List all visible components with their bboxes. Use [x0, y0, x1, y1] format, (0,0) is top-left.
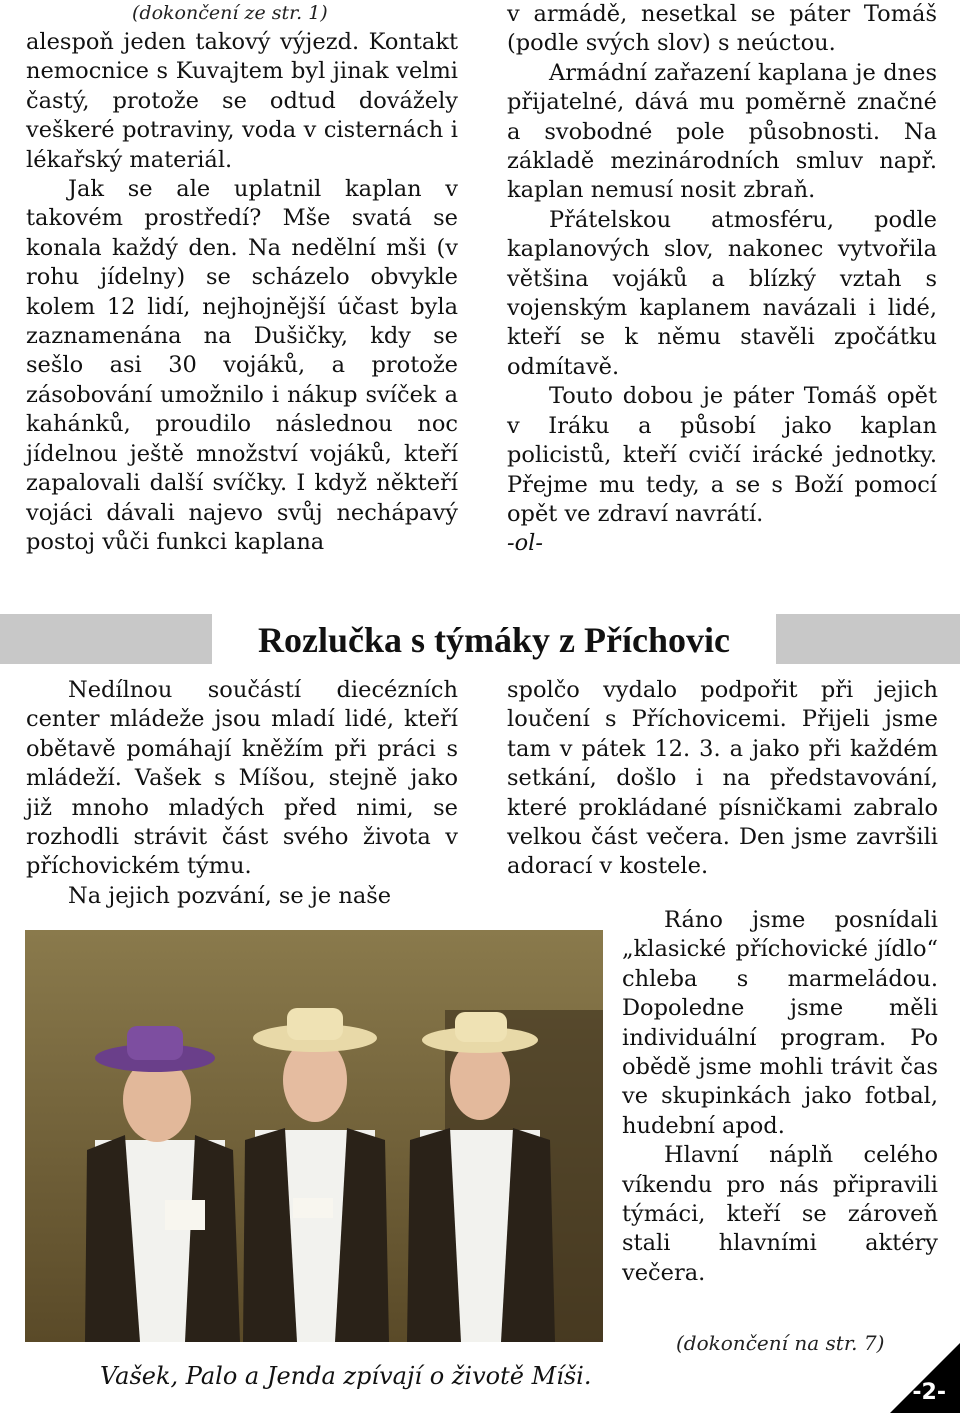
article2-column-right	[507, 676, 938, 882]
paragraph: Hlavní náplň celého víkendu pro nás připravili týmáci, kteří se zároveň stali hlavními aktéry večera.	[622, 1142, 938, 1286]
article-column-right	[507, 0, 937, 559]
article2-column-left	[26, 676, 458, 911]
paragraph: alespoň jeden takový výjezd. Kontakt nemocnice s Kuvajtem byl jinak velmi častý, protože se odtud dovážely veškeré potraviny, voda v cisternách i lékařský materiál.	[26, 29, 458, 173]
paragraph: Jak se ale uplatnil kaplan v takovém prostředí? Mše svatá se konala každý den. Na nedělní mši (v rohu jídelny) se scházelo obvykle kolem 12 lidí, nejhojnější účast byla zaznamenána na Dušičky, kdy se sešlo asi 30 vojáků, a protože zásobování umožnilo i nákup svíček a kahánků, proudilo následnou noc jídelnou ještě množství vojáků, kteří zapalovali další svíčky. I když někteří vojáci dávali najevo svůj nechápavý postoj vůči funkci kaplana	[26, 176, 458, 555]
paragraph: Touto dobou je páter Tomáš opět v Iráku a působí jako kaplan policistů, kteří cvičí irácké jednotky. Přejme mu tedy, a se s Boží pomocí opět ve zdraví navrátí.	[507, 383, 937, 527]
headline-band-right	[776, 614, 960, 664]
page-number-corner	[890, 1343, 960, 1413]
paragraph: Ráno jsme posnídali „klasické příchovické jídlo“ chleba s marmeládou. Dopoledne jsme měli individuální program. Po obědě jsme mohli trávit čas ve skupinkách jako fotbal, hudební apod.	[622, 907, 938, 1139]
headline-band-left	[0, 614, 212, 664]
photo-three-singers	[25, 930, 603, 1342]
photo-caption: Vašek, Palo a Jenda zpívají o životě Míši.	[100, 1362, 592, 1390]
page-number: -2-	[912, 1380, 946, 1405]
author-signature: -ol-	[507, 530, 543, 557]
paragraph: Nedílnou součástí diecézních center mládeže jsou mladí lidé, kteří obětavě pomáhají kněžím při práci s mládeží. Vašek s Míšou, stejně jako již mnoho mladých před nimi, se rozhodli strávit část svého života v příchovickém týmu.	[26, 677, 458, 880]
paragraph: Armádní zařazení kaplana je dnes přijatelné, dává mu poměrně značné a svobodné pole působnosti. Na základě mezinárodních smluv např. kaplan nemusí nosit zbraň.	[507, 59, 937, 204]
article-column-left	[26, 0, 458, 557]
paragraph: v armádě, nesetkal se páter Tomáš (podle svých slov) s neúctou.	[507, 1, 937, 57]
paragraph: Na jejich pozvání, se je naše	[68, 882, 392, 909]
continued-to-note: (dokončení na str. 7)	[676, 1331, 885, 1355]
article2-column-right-narrow	[622, 906, 938, 1288]
article-headline: Rozlučka s týmáky z Příchovic	[258, 620, 730, 660]
continued-from-note: (dokončení ze str. 1)	[132, 2, 328, 24]
paragraph: spolčo vydalo podpořit při jejich loučení s Příchovicemi. Přijeli jsme tam v pátek 12. 3. a jako při každém setkání, došlo i na představování, které prokládané písničkami zabralo velkou část večera. Den jsme završili adorací v kostele.	[507, 677, 938, 880]
paragraph: Přátelskou atmosféru, podle kaplanových slov, nakonec vytvořila většina vojáků a blízký vztah s vojenským kaplanem navázali i lidé, kteří se k němu stavěli zpočátku odmítavě.	[507, 206, 937, 380]
